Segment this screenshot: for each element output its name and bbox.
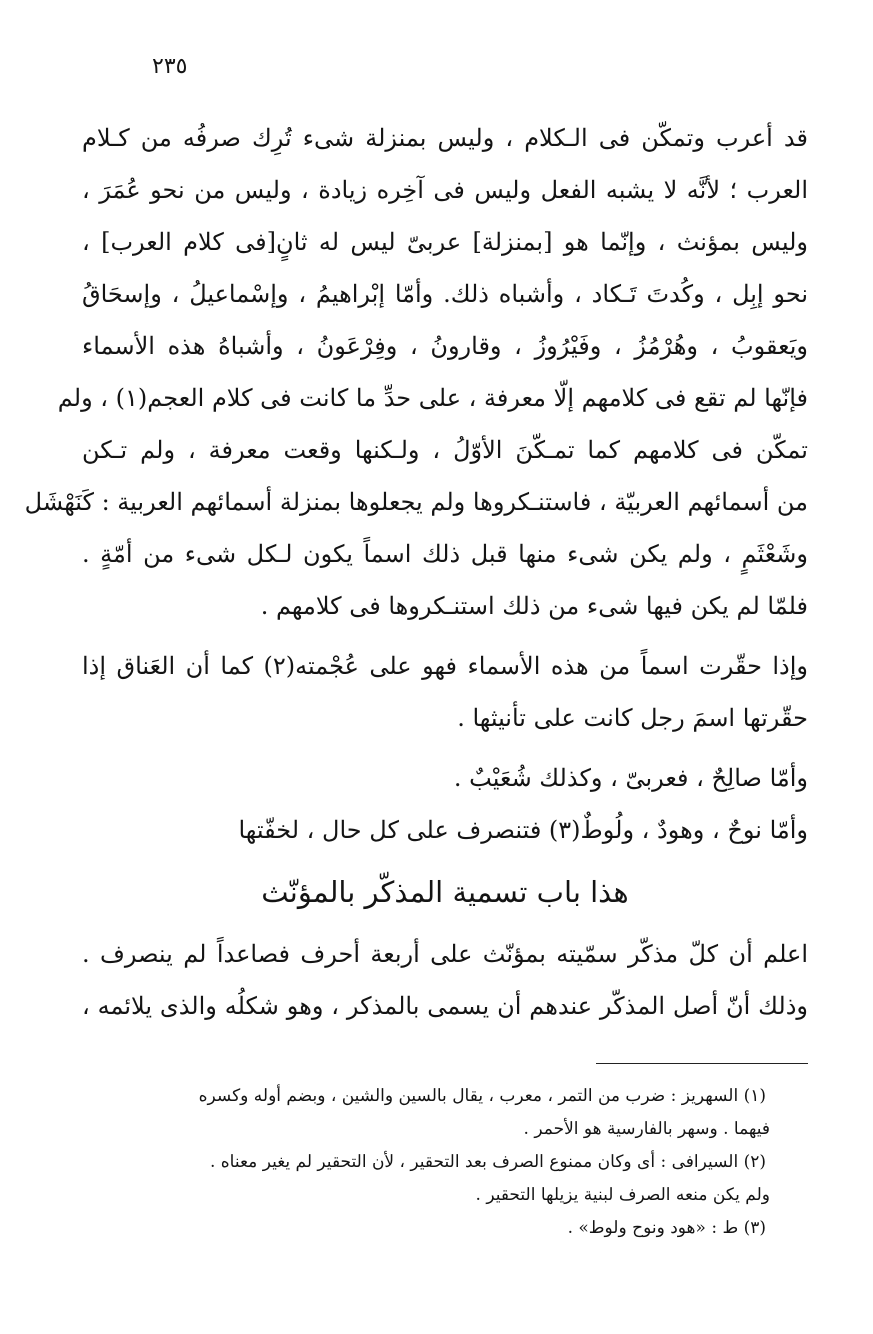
footnote-line: فيهما . وسهر بالفارسية هو الأحمر . <box>523 1119 770 1139</box>
footnote-line: (٢) السيرافى : أى وكان ممنوع الصرف بعد التحقير ، لأن التحقير لم يغير معناه . <box>209 1152 766 1172</box>
paragraph-line-nuh: وأمّا نوحٌ ، وهودٌ ، ولُوطٌ(٣) فتنصرف على كل حال ، لخفّتها <box>238 816 808 844</box>
footnote-line: ولم يكن منعه الصرف لبنية يزيلها التحقير . <box>475 1185 770 1205</box>
body-line: قد أعرب وتمكّن فى الـكلام ، وليس بمنزلة شىء تُرِك صرفُه من كـلام <box>82 124 808 152</box>
footnote-divider <box>596 1063 808 1064</box>
body-line: وليس بمؤنث ، وإنّما هو [بمنزلة] عربىّ ليس له ثانٍ[فى كلام العرب] ، <box>82 228 808 256</box>
paragraph-line: وذلك أنّ أصل المذكّر عندهم أن يسمى بالمذكر ، وهو شكلُه والذى يلائمه ، <box>82 992 808 1020</box>
body-line: ويَعقوبُ ، وهُرْمُزُ ، وفَيْرُوزُ ، وقارونُ ، وفِرْعَونُ ، وأشباهُ هذه الأسماء <box>82 332 808 360</box>
body-line: العرب ؛ لأنَّه لا يشبه الفعل وليس فى آخِره زيادة ، وليس من نحو عُمَرَ ، <box>82 176 809 204</box>
paragraph-line: اعلم أن كلّ مذكّر سمّيته بمؤنّث على أربعة أحرف فصاعداً لم ينصرف . <box>82 940 808 968</box>
paragraph-line: حقّرتها اسمَ رجل كانت على تأنيثها . <box>457 704 808 732</box>
footnotes <box>100 1080 770 1245</box>
footnote-line: (٣) ط : «هود ونوح ولوط» . <box>567 1218 766 1238</box>
paragraph-line-saleh: وأمّا صالِحٌ ، فعربىّ ، وكذلك شُعَيْبٌ . <box>453 764 808 792</box>
body-line: تمكّن فى كلامهم كما تمـكّنَ الأوّلُ ، ولـكنها وقعت معرفة ، ولم تـكن <box>82 436 808 464</box>
body-line: من أسمائهم العربيّة ، فاستنـكروها ولم يجعلوها بمنزلة أسمائهم العربية : كَنَهْشَل <box>24 488 808 516</box>
body-line: فلمّا لم يكن فيها شىء من ذلك استنـكروها فى كلامهم . <box>260 592 808 620</box>
footnote-line: (١) السهريز : ضرب من التمر ، معرب ، يقال بالسين والشين ، وبضم أوله وكسره <box>198 1086 766 1106</box>
page-number: ٢٣٥ <box>152 54 188 79</box>
body-line: فإنّها لم تقع فى كلامهم إلّا معرفة ، على حدِّ ما كانت فى كلام العجم(١) ، ولم <box>57 384 808 412</box>
paragraph-line: وإذا حقّرت اسماً من هذه الأسماء فهو على عُجْمته(٢) كما أن العَناق إذا <box>82 652 808 680</box>
main-text <box>24 112 809 1032</box>
body-line: نحو إبِل ، وكُدتَ تَـكاد ، وأشباه ذلك. وأمّا إبْراهيمُ ، وإسْماعيلُ ، وإسحَاقُ <box>82 280 808 308</box>
body-line: وشَعْثَمٍ ، ولم يكن شىء منها قبل ذلك اسماً يكون لـكل شىء من أمّةٍ . <box>82 540 808 568</box>
section-heading: هذا باب تسمية المذكّر بالمؤنّث <box>261 875 629 909</box>
